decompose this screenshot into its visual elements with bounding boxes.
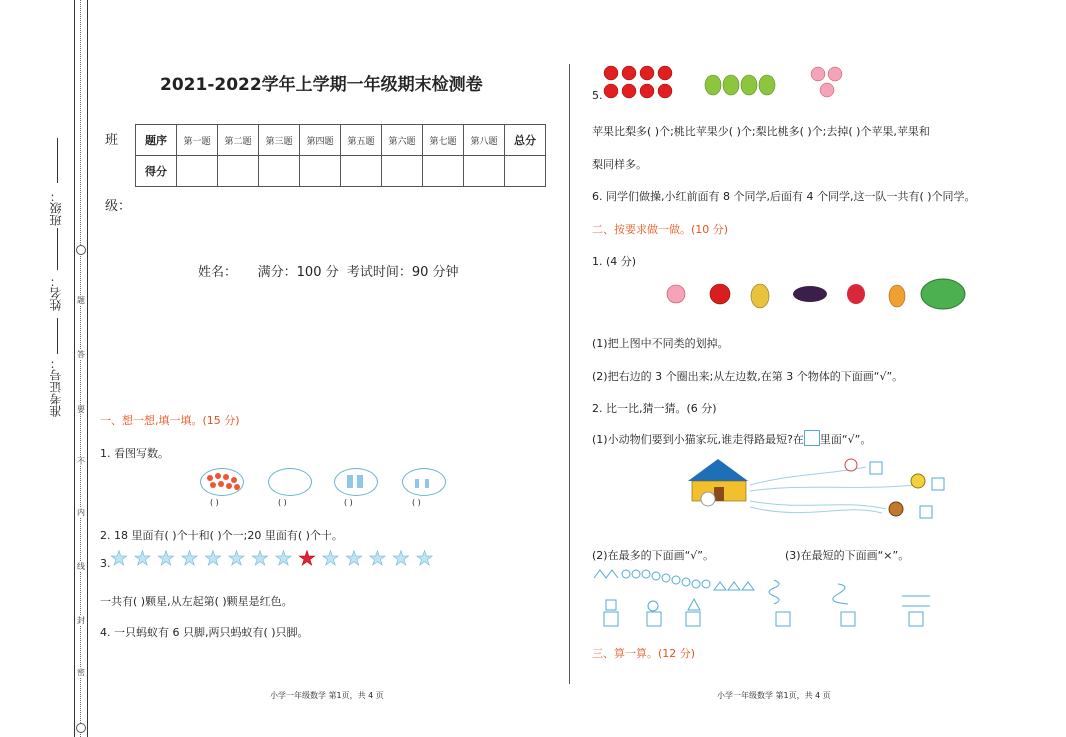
info-line: 姓名： 满分：100 分 考试时间：90 分钟 xyxy=(198,265,459,280)
section-1-heading: 一、想一想,填一填。(15 分) xyxy=(100,414,240,427)
class-blank xyxy=(57,138,58,183)
section-3-heading: 三、算一算。(12 分) xyxy=(592,647,696,660)
plate-with-blocks-image xyxy=(402,468,446,496)
star-icon: ★ xyxy=(157,546,175,570)
peaches-image xyxy=(807,66,847,98)
s2-question-1: 1. (4 分) xyxy=(592,255,637,268)
score-input-cell[interactable] xyxy=(177,156,218,187)
question-3-text: 一共有( )颗星,从左起第( )颗星是红色。 xyxy=(100,595,293,608)
header-cell: 题序 xyxy=(136,125,177,156)
star-icon: ★ xyxy=(133,546,152,570)
section-2-heading: 二、按要求做一做。(10 分) xyxy=(592,223,729,236)
column-cell: 第二题 xyxy=(218,125,259,156)
star-icon: ★ xyxy=(180,546,199,570)
s2-q2-part-1-prefix: (1)小动物们要到小猫家玩,谁走得路最短?在 xyxy=(592,433,804,446)
score-input-cell[interactable] xyxy=(464,156,505,187)
score-label-cell: 得分 xyxy=(136,156,177,187)
binding-hole xyxy=(76,723,86,733)
question-6: 6. 同学们做操,小红前面有 8 个同学,后面有 4 个同学,这一队一共有( )个同学。 xyxy=(592,190,976,203)
question-1: 1. 看图写数。 xyxy=(100,447,169,460)
margin-char: 不 xyxy=(77,457,85,466)
s2-q1-part-1: (1)把上图中不同类的划掉。 xyxy=(592,337,729,350)
column-cell: 第五题 xyxy=(341,125,382,156)
s2-q2-part-3: (3)在最短的下面画“×”。 xyxy=(785,549,910,562)
margin-char: 要 xyxy=(77,405,85,414)
binding-dotted-line xyxy=(80,0,81,737)
answer-paren[interactable]: ( ) xyxy=(278,498,287,507)
score-table-score-row xyxy=(136,156,546,187)
column-cell: 第一题 xyxy=(177,125,218,156)
lines-length-image xyxy=(768,576,938,630)
score-input-cell[interactable] xyxy=(382,156,423,187)
score-input-cell[interactable] xyxy=(505,156,546,187)
plate-with-sticks-image xyxy=(334,468,378,496)
house-animals-path-image xyxy=(686,455,956,521)
column-cell: 第三题 xyxy=(259,125,300,156)
shape-chain-image xyxy=(592,568,762,628)
column-cell: 第四题 xyxy=(300,125,341,156)
s2-q2-part-1-suffix: 里面“√”。 xyxy=(819,433,872,446)
star-icon: ★ xyxy=(392,546,410,570)
s2-q2-part-2: (2)在最多的下面画“√”。 xyxy=(592,549,714,562)
page-divider xyxy=(569,64,570,684)
pears-image xyxy=(703,67,778,97)
apples-image xyxy=(602,65,678,101)
right-footer: 小学一年级数学 第1页，共 4 页 xyxy=(717,691,831,700)
question-3-label: 3. xyxy=(100,557,111,570)
page-title: 2021-2022学年上学期一年级期末检测卷 xyxy=(160,75,483,95)
answer-paren[interactable]: ( ) xyxy=(412,498,421,507)
answer-paren[interactable]: ( ) xyxy=(344,498,353,507)
star-icon: ★ xyxy=(251,546,269,570)
margin-char: 内 xyxy=(77,508,85,517)
binding-margin xyxy=(74,0,88,737)
answer-paren[interactable]: ( ) xyxy=(210,498,219,507)
s2-q1-part-2: (2)把右边的 3 个圈出来;从左边数,在第 3 个物体的下面画“√”。 xyxy=(592,370,904,383)
score-table-header-row xyxy=(136,125,546,156)
score-input-cell[interactable] xyxy=(259,156,300,187)
class-suffix: 级： xyxy=(105,199,132,214)
total-cell: 总分 xyxy=(505,125,546,156)
exam-no-label: 准考证号： xyxy=(49,357,63,417)
name-blank xyxy=(57,228,58,270)
class-label: 班级： xyxy=(49,190,63,226)
score-input-cell[interactable] xyxy=(423,156,464,187)
binding-hole xyxy=(76,245,86,255)
s2-question-2: 2. 比一比,猜一猜。(6 分) xyxy=(592,402,717,415)
column-cell: 第八题 xyxy=(464,125,505,156)
question-4: 4. 一只蚂蚁有 6 只脚,两只蚂蚁有( )只脚。 xyxy=(100,626,309,639)
star-icon: ★ xyxy=(415,546,434,570)
answer-box[interactable] xyxy=(804,430,820,446)
margin-char: 题 xyxy=(77,296,85,305)
score-input-cell[interactable] xyxy=(218,156,259,187)
score-input-cell[interactable] xyxy=(341,156,382,187)
left-footer: 小学一年级数学 第1页，共 4 页 xyxy=(270,691,384,700)
star-icon: ★ xyxy=(321,546,340,570)
star-icon: ★ xyxy=(227,546,246,570)
column-cell: 第七题 xyxy=(423,125,464,156)
exam-no-blank xyxy=(57,318,58,354)
s2-q2-part-1 xyxy=(592,430,871,447)
empty-plate-image xyxy=(268,468,312,496)
star-icon: ★ xyxy=(110,546,128,570)
score-table xyxy=(135,124,546,187)
name-label: 姓名： xyxy=(49,275,63,311)
question-5-text: 苹果比梨多( )个;桃比苹果少( )个;梨比桃多( )个;去掉( )个苹果,苹果和 xyxy=(592,125,930,138)
margin-char: 答 xyxy=(77,350,85,359)
star-icon: ★ xyxy=(274,546,293,570)
column-cell: 第六题 xyxy=(382,125,423,156)
margin-char: 线 xyxy=(77,562,85,571)
question-5-text-cont: 梨同样多。 xyxy=(592,158,647,171)
margin-char: 封 xyxy=(77,616,85,625)
produce-row-image xyxy=(660,276,970,312)
score-input-cell[interactable] xyxy=(300,156,341,187)
star-icon: ★ xyxy=(345,546,363,570)
star-icon: ★ xyxy=(368,546,387,570)
class-prefix: 班 xyxy=(105,133,119,148)
question-2: 2. 18 里面有( )个十和( )个一;20 里面有( )个十。 xyxy=(100,529,343,542)
question-5-label: 5. xyxy=(592,89,603,102)
margin-char: 密 xyxy=(77,668,85,677)
plate-with-dots-image xyxy=(200,468,244,496)
red-star-icon: ★ xyxy=(298,546,316,570)
star-icon: ★ xyxy=(204,546,222,570)
